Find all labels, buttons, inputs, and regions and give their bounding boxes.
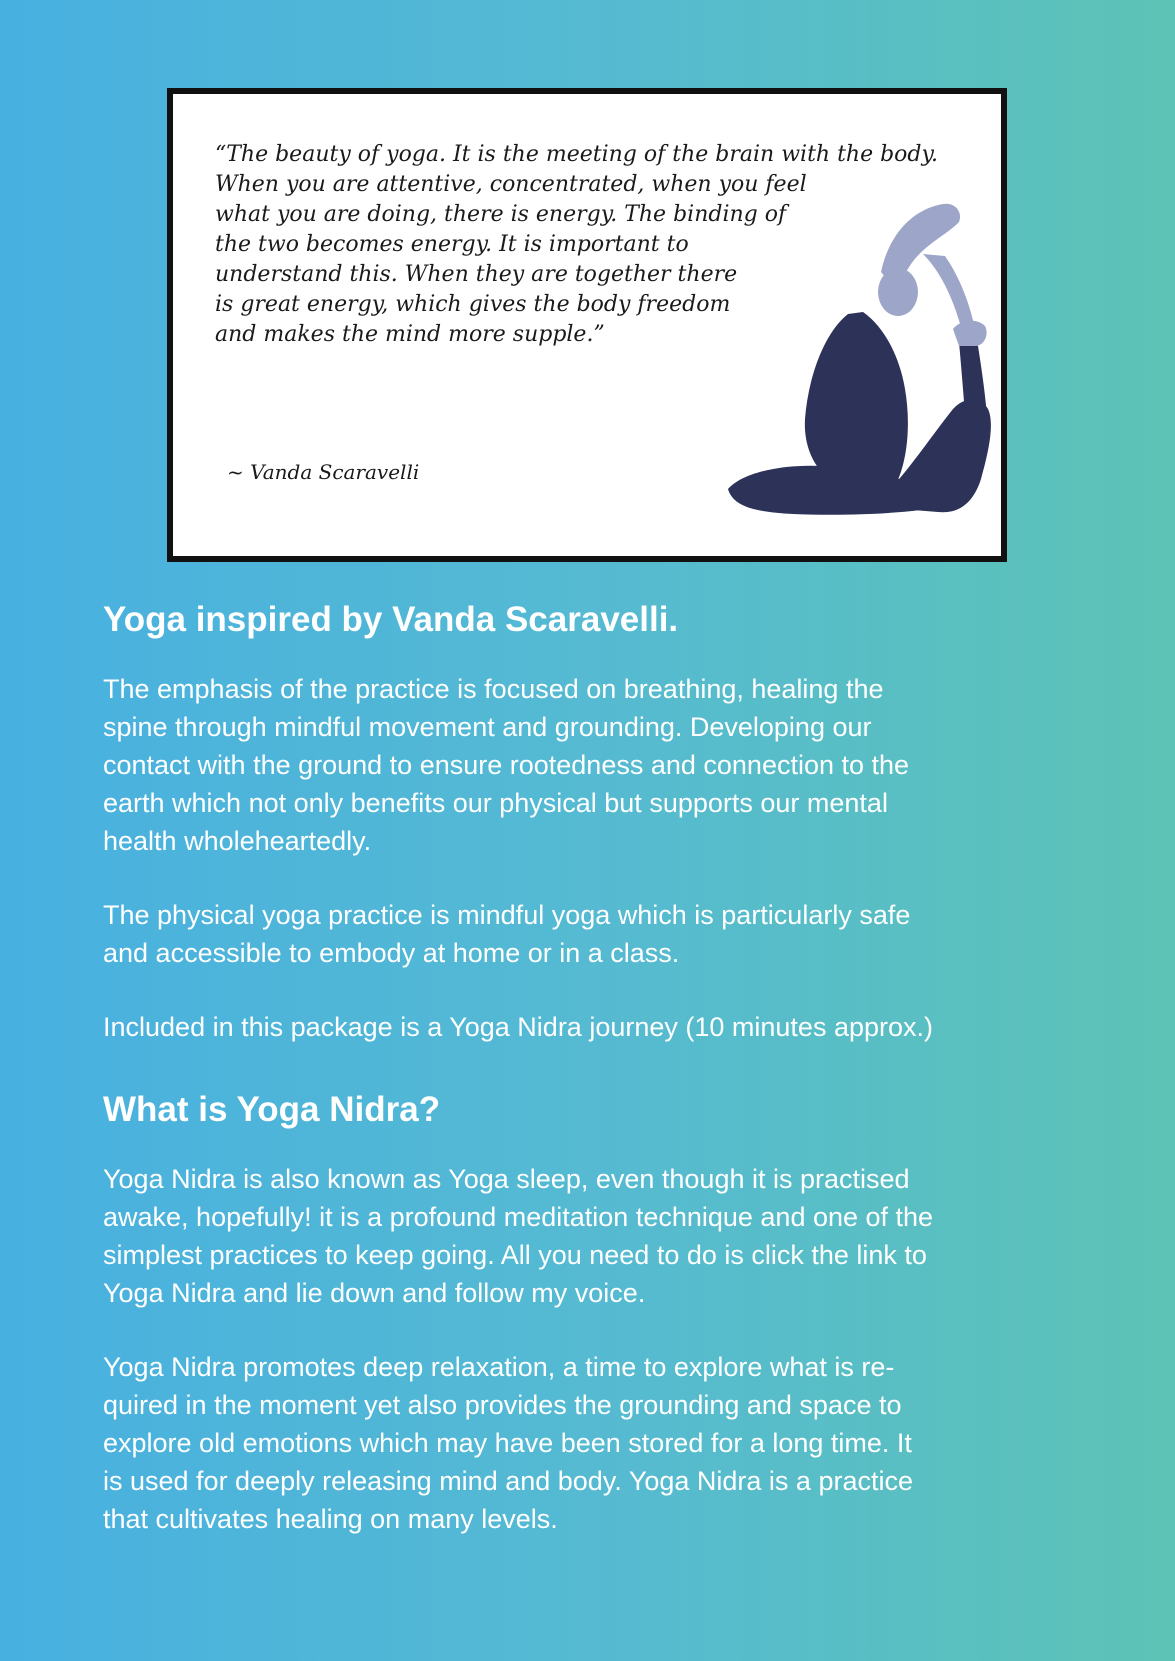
paragraph-line: contact with the ground to ensure rootedness and connection to the <box>103 750 910 780</box>
paragraph-line: explore old emotions which may have been stored for a long time. It <box>103 1428 912 1458</box>
paragraph-line: Included in this package is a Yoga Nidra journey (10 minutes approx.) <box>103 1012 933 1042</box>
paragraph-yoga-nidra-definition <box>103 1160 1103 1312</box>
paragraph-physical-practice <box>103 896 1103 972</box>
paragraph-line: spine through mindful movement and grounding. Developing our <box>103 712 872 742</box>
paragraph-package-included <box>103 1008 1103 1046</box>
paragraph-line: The physical yoga practice is mindful yoga which is particularly safe <box>103 900 911 930</box>
paragraph-line: simplest practices to keep going. All you need to do is click the link to <box>103 1240 927 1270</box>
section-heading-scaravelli: Yoga inspired by Vanda Scaravelli. <box>103 600 679 639</box>
paragraph-yoga-nidra-benefits <box>103 1348 1103 1538</box>
paragraph-line: Yoga Nidra is also known as Yoga sleep, even though it is practised <box>103 1164 910 1194</box>
main-content <box>103 600 1103 1538</box>
paragraph-line: that cultivates healing on many levels. <box>103 1504 558 1534</box>
quote-line: and makes the mind more supple.” <box>215 322 605 347</box>
paragraph-practice-emphasis <box>103 670 1103 860</box>
quote-line: understand this. When they are together there <box>215 262 738 287</box>
section-heading-yoga-nidra: What is Yoga Nidra? <box>103 1090 441 1129</box>
paragraph-line: Yoga Nidra promotes deep relaxation, a time to explore what is re- <box>103 1352 895 1382</box>
paragraph-line: earth which not only benefits our physical but supports our mental <box>103 788 888 818</box>
quote-text <box>215 140 939 350</box>
quote-line: what you are doing, there is energy. The binding of <box>215 202 787 227</box>
paragraph-line: awake, hopefully! it is a profound meditation technique and one of the <box>103 1202 934 1232</box>
paragraph-line: and accessible to embody at home or in a class. <box>103 938 680 968</box>
quote-line: the two becomes energy. It is important to <box>215 232 689 257</box>
paragraph-line: health wholeheartedly. <box>103 826 372 856</box>
paragraph-line: Yoga Nidra and lie down and follow my voice. <box>103 1278 646 1308</box>
paragraph-line: is used for deeply releasing mind and body. Yoga Nidra is a practice <box>103 1466 913 1496</box>
quote-card <box>167 88 1007 562</box>
paragraph-line: The emphasis of the practice is focused on breathing, healing the <box>103 674 884 704</box>
quote-line: “The beauty of yoga. It is the meeting of the brain with the body. <box>215 142 939 167</box>
quote-author: ~ Vanda Scaravelli <box>227 460 420 484</box>
quote-line: is great energy, which gives the body freedom <box>215 292 731 317</box>
quote-line: When you are attentive, concentrated, when you feel <box>215 172 807 197</box>
paragraph-line: quired in the moment yet also provides the grounding and space to <box>103 1390 902 1420</box>
